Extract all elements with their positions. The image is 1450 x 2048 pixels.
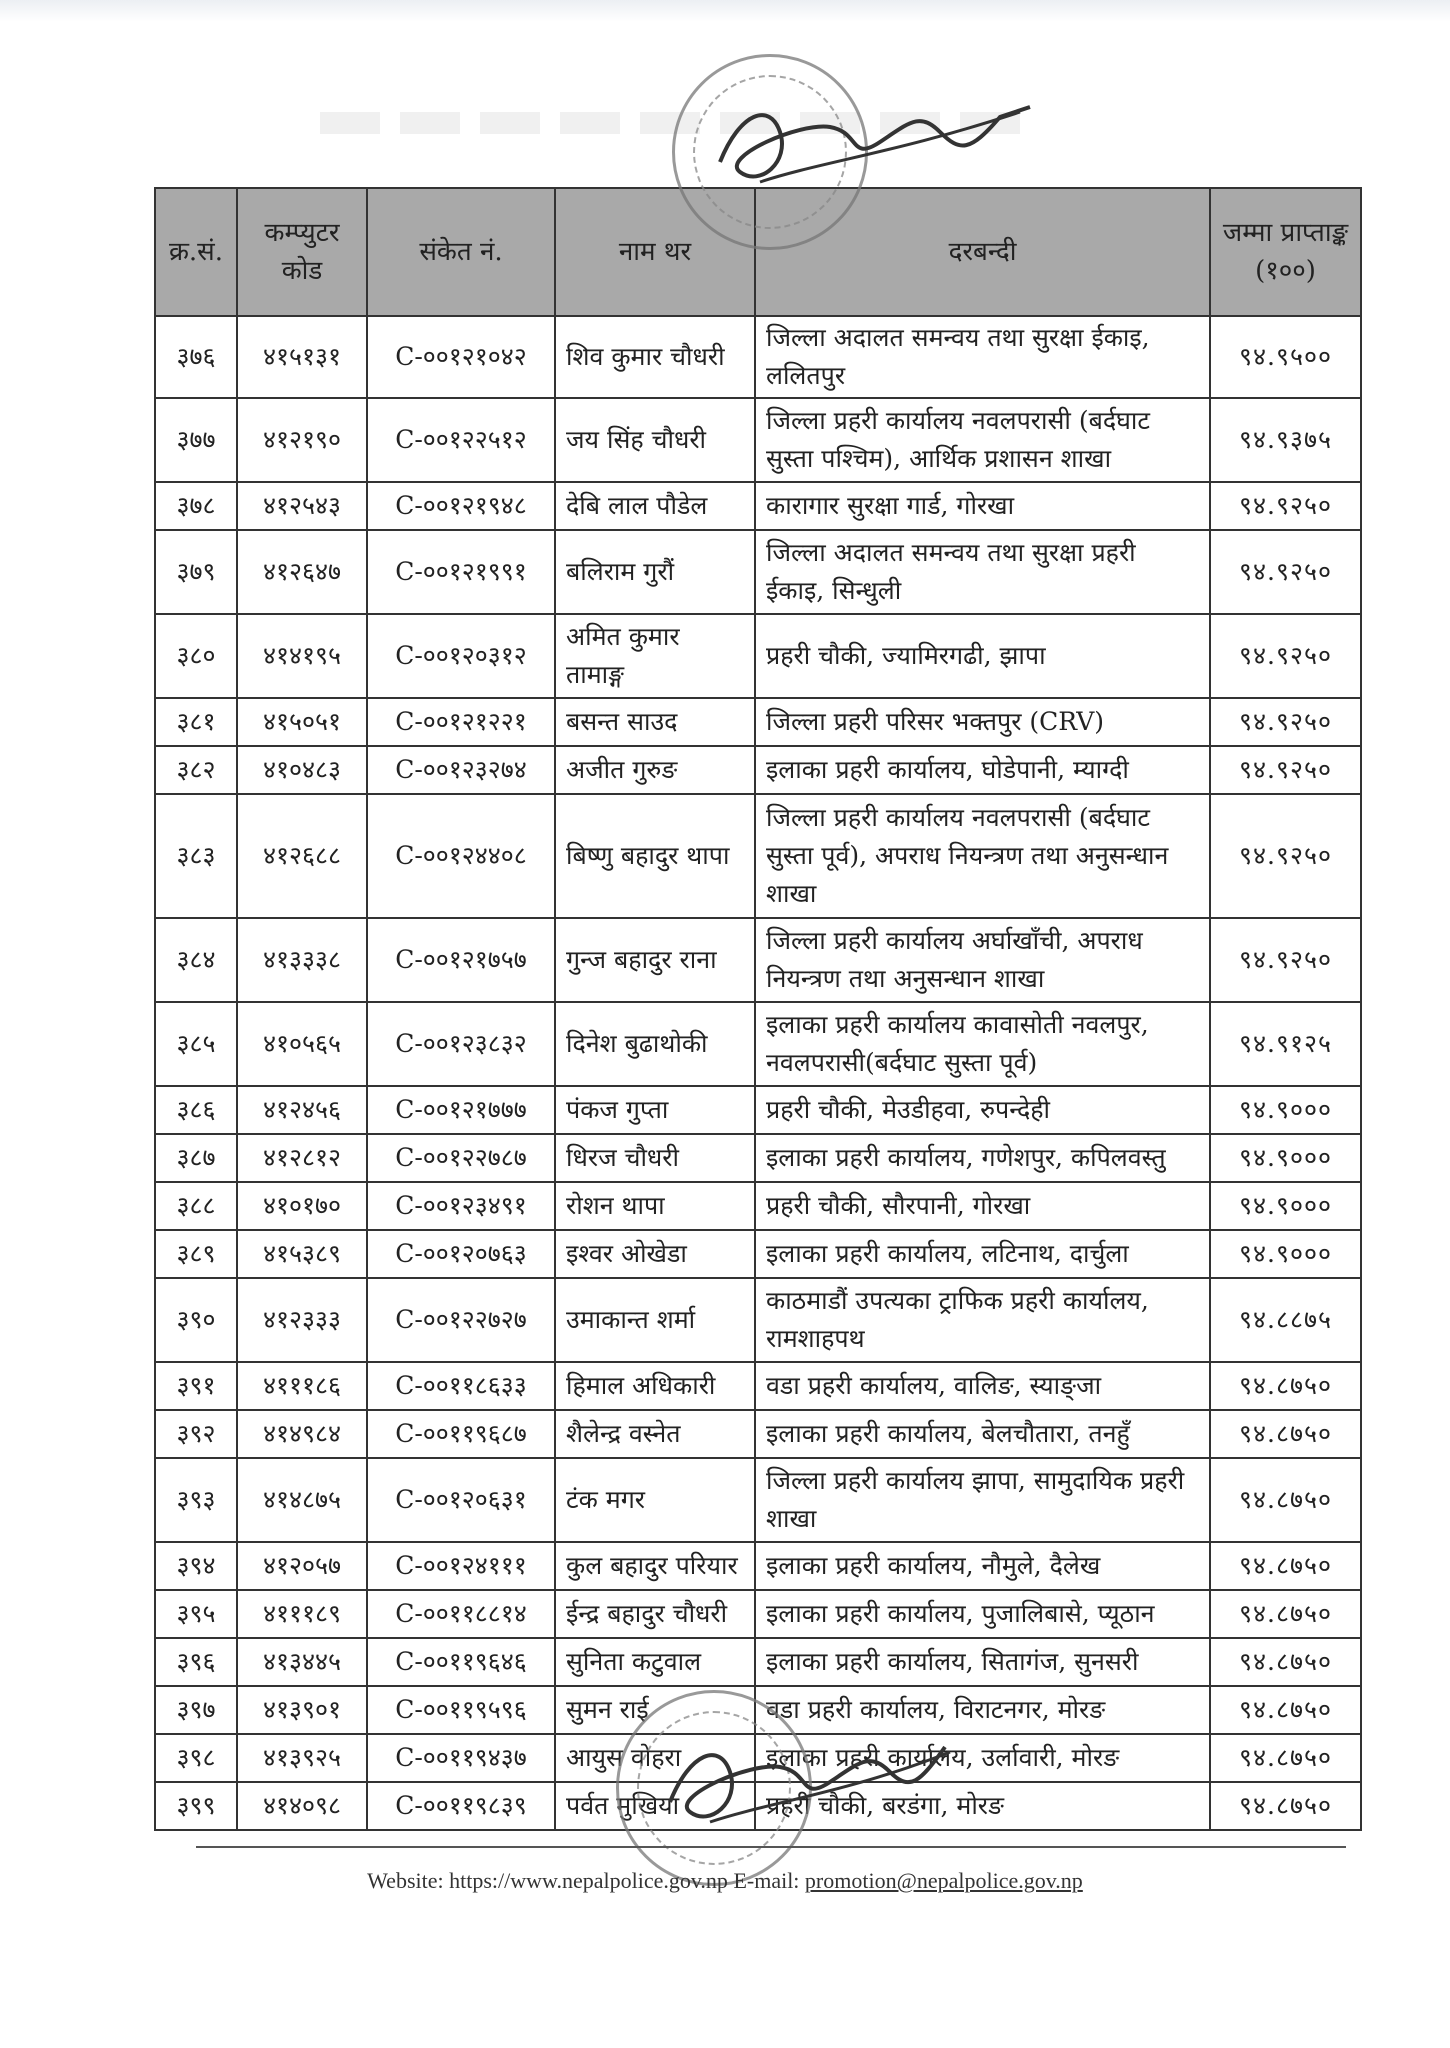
cell-symbol-no: C-००१२१९४८ — [367, 482, 555, 530]
cell-post: इलाका प्रहरी कार्यालय, बेलचौतारा, तनहुँ — [755, 1410, 1210, 1458]
cell-sn: ३८३ — [155, 794, 237, 918]
cell-score: ९४.८७५० — [1210, 1638, 1361, 1686]
cell-post: इलाका प्रहरी कार्यालय, सितागंज, सुनसरी — [755, 1638, 1210, 1686]
cell-sn: ३८० — [155, 614, 237, 698]
cell-post: जिल्ला अदालत समन्वय तथा सुरक्षा प्रहरी ईकाइ, सिन्धुली — [755, 530, 1210, 614]
cell-sn: ३८१ — [155, 698, 237, 746]
cell-name: गुन्ज बहादुर राना — [555, 918, 755, 1002]
cell-sn: ३८६ — [155, 1086, 237, 1134]
cell-computer-code: ४१४८७५ — [237, 1458, 367, 1542]
header-post: दरबन्दी — [755, 188, 1210, 316]
cell-name: आयुस वोहरा — [555, 1734, 755, 1782]
cell-sn: ३९६ — [155, 1638, 237, 1686]
cell-sn: ३८४ — [155, 918, 237, 1002]
cell-computer-code: ४१२५४३ — [237, 482, 367, 530]
header-total-score: जम्मा प्राप्ताङ्क (१००) — [1210, 188, 1361, 316]
cell-sn: ३८२ — [155, 746, 237, 794]
cell-computer-code: ४१५३८९ — [237, 1230, 367, 1278]
cell-score: ९४.९००० — [1210, 1182, 1361, 1230]
cell-symbol-no: C-००११८६३३ — [367, 1362, 555, 1410]
cell-score: ९४.९२५० — [1210, 918, 1361, 1002]
email-link[interactable]: promotion@nepalpolice.gov.np — [804, 1868, 1083, 1893]
table-row — [155, 1134, 1361, 1182]
cell-computer-code: ४१३३३८ — [237, 918, 367, 1002]
cell-score: ९४.९३७५ — [1210, 398, 1361, 482]
cell-post: जिल्ला प्रहरी कार्यालय नवलपरासी (बर्दघाट सुस्ता पूर्व), अपराध नियन्त्रण तथा अनुसन्धान शाखा — [755, 794, 1210, 918]
cell-symbol-no: C-००१२१७५७ — [367, 918, 555, 1002]
cell-score: ९४.८७५० — [1210, 1686, 1361, 1734]
cell-post: इलाका प्रहरी कार्यालय, घोडेपानी, म्याग्दी — [755, 746, 1210, 794]
cell-sn: ३९९ — [155, 1782, 237, 1830]
website-link[interactable]: https://www.nepalpolice.gov.np — [449, 1868, 728, 1893]
cell-symbol-no: C-००११९५९६ — [367, 1686, 555, 1734]
cell-symbol-no: C-००१२२५१२ — [367, 398, 555, 482]
table-row — [155, 1638, 1361, 1686]
cell-post: प्रहरी चौकी, मेउडीहवा, रुपन्देही — [755, 1086, 1210, 1134]
table-row — [155, 1542, 1361, 1590]
cell-name: जय सिंह चौधरी — [555, 398, 755, 482]
cell-name: धिरज चौधरी — [555, 1134, 755, 1182]
website-label: Website: — [367, 1868, 444, 1893]
results-table — [154, 187, 1362, 1831]
cell-score: ९४.८७५० — [1210, 1458, 1361, 1542]
cell-sn: ३९१ — [155, 1362, 237, 1410]
cell-post: जिल्ला प्रहरी कार्यालय झापा, सामुदायिक प्रहरी शाखा — [755, 1458, 1210, 1542]
cell-name: अमित कुमार तामाङ्ग — [555, 614, 755, 698]
cell-computer-code: ४१२१९० — [237, 398, 367, 482]
cell-name: बसन्त साउद — [555, 698, 755, 746]
cell-symbol-no: C-००१२४४०८ — [367, 794, 555, 918]
cell-score: ९४.९२५० — [1210, 614, 1361, 698]
cell-computer-code: ४१११८९ — [237, 1590, 367, 1638]
cell-computer-code: ४१०१७० — [237, 1182, 367, 1230]
cell-name: हिमाल अधिकारी — [555, 1362, 755, 1410]
cell-sn: ३७७ — [155, 398, 237, 482]
cell-score: ९४.९२५० — [1210, 698, 1361, 746]
cell-symbol-no: C-००१२३४९१ — [367, 1182, 555, 1230]
cell-name: दिनेश बुढाथोकी — [555, 1002, 755, 1086]
cell-symbol-no: C-००१२०३१२ — [367, 614, 555, 698]
cell-post: इलाका प्रहरी कार्यालय, गणेशपुर, कपिलवस्तु — [755, 1134, 1210, 1182]
cell-score: ९४.९००० — [1210, 1230, 1361, 1278]
cell-name: ईन्द्र बहादुर चौधरी — [555, 1590, 755, 1638]
cell-name: बिष्णु बहादुर थापा — [555, 794, 755, 918]
header-computer-code: कम्प्युटर कोड — [237, 188, 367, 316]
cell-post: इलाका प्रहरी कार्यालय, उर्लावारी, मोरङ — [755, 1734, 1210, 1782]
cell-symbol-no: C-००१२०६३१ — [367, 1458, 555, 1542]
cell-computer-code: ४१२०५७ — [237, 1542, 367, 1590]
table-row — [155, 1590, 1361, 1638]
cell-name: शैलेन्द्र वस्नेत — [555, 1410, 755, 1458]
cell-score: ९४.८८७५ — [1210, 1278, 1361, 1362]
table-row — [155, 1086, 1361, 1134]
cell-post: वडा प्रहरी कार्यालय, वालिङ, स्याङ्जा — [755, 1362, 1210, 1410]
table-body — [155, 316, 1361, 1830]
cell-name: अजीत गुरुङ — [555, 746, 755, 794]
cell-post: जिल्ला प्रहरी परिसर भक्तपुर (CRV) — [755, 698, 1210, 746]
cell-sn: ३९८ — [155, 1734, 237, 1782]
table-row — [155, 398, 1361, 482]
cell-score: ९४.८७५० — [1210, 1362, 1361, 1410]
cell-computer-code: ४१११८६ — [237, 1362, 367, 1410]
cell-score: ९४.८७५० — [1210, 1410, 1361, 1458]
cell-sn: ३८५ — [155, 1002, 237, 1086]
cell-computer-code: ४१०४८३ — [237, 746, 367, 794]
table-row — [155, 1182, 1361, 1230]
cell-post: इलाका प्रहरी कार्यालय कावासोती नवलपुर, नवलपरासी(बर्दघाट सुस्ता पूर्व) — [755, 1002, 1210, 1086]
cell-name: शिव कुमार चौधरी — [555, 316, 755, 398]
cell-computer-code: ४१२६४७ — [237, 530, 367, 614]
cell-score: ९४.९५०० — [1210, 316, 1361, 398]
cell-computer-code: ४१२४५६ — [237, 1086, 367, 1134]
table-row — [155, 1362, 1361, 1410]
cell-computer-code: ४१५०५१ — [237, 698, 367, 746]
cell-score: ९४.९२५० — [1210, 482, 1361, 530]
cell-score: ९४.९२५० — [1210, 746, 1361, 794]
cell-computer-code: ४१२३३३ — [237, 1278, 367, 1362]
table-row — [155, 1230, 1361, 1278]
table-row — [155, 794, 1361, 918]
cell-post: इलाका प्रहरी कार्यालय, नौमुले, दैलेख — [755, 1542, 1210, 1590]
cell-symbol-no: C-००१२२७८७ — [367, 1134, 555, 1182]
cell-sn: ३८७ — [155, 1134, 237, 1182]
cell-post: इलाका प्रहरी कार्यालय, लटिनाथ, दार्चुला — [755, 1230, 1210, 1278]
cell-score: ९४.८७५० — [1210, 1734, 1361, 1782]
cell-name: पर्वत मुखिया — [555, 1782, 755, 1830]
cell-name: इश्वर ओखेडा — [555, 1230, 755, 1278]
table-row — [155, 1002, 1361, 1086]
cell-name: पंकज गुप्ता — [555, 1086, 755, 1134]
table-row — [155, 698, 1361, 746]
cell-sn: ३९७ — [155, 1686, 237, 1734]
cell-computer-code: ४१४१९५ — [237, 614, 367, 698]
cell-name: बलिराम गुरौं — [555, 530, 755, 614]
cell-post: प्रहरी चौकी, सौरपानी, गोरखा — [755, 1182, 1210, 1230]
cell-sn: ३९५ — [155, 1590, 237, 1638]
table-row — [155, 1458, 1361, 1542]
cell-name: देबि लाल पौडेल — [555, 482, 755, 530]
table-row — [155, 746, 1361, 794]
cell-computer-code: ४१४९८४ — [237, 1410, 367, 1458]
cell-sn: ३९३ — [155, 1458, 237, 1542]
cell-sn: ३७८ — [155, 482, 237, 530]
cell-sn: ३९० — [155, 1278, 237, 1362]
cell-computer-code: ४१२६८८ — [237, 794, 367, 918]
cell-symbol-no: C-००१२१७७७ — [367, 1086, 555, 1134]
cell-name: कुल बहादुर परियार — [555, 1542, 755, 1590]
cell-symbol-no: C-००१२३२७४ — [367, 746, 555, 794]
email-label: E-mail: — [733, 1868, 800, 1893]
cell-symbol-no: C-००१२४१११ — [367, 1542, 555, 1590]
cell-post: प्रहरी चौकी, बरडंगा, मोरङ — [755, 1782, 1210, 1830]
cell-score: ९४.९००० — [1210, 1086, 1361, 1134]
table-row — [155, 482, 1361, 530]
cell-score: ९४.९००० — [1210, 1134, 1361, 1182]
cell-post: जिल्ला अदालत समन्वय तथा सुरक्षा ईकाइ, ललितपुर — [755, 316, 1210, 398]
cell-name: उमाकान्त शर्मा — [555, 1278, 755, 1362]
cell-symbol-no: C-००१२०७६३ — [367, 1230, 555, 1278]
cell-post: वडा प्रहरी कार्यालय, विराटनगर, मोरङ — [755, 1686, 1210, 1734]
header-sn: क्र.सं. — [155, 188, 237, 316]
cell-score: ९४.९२५० — [1210, 794, 1361, 918]
cell-post: जिल्ला प्रहरी कार्यालय अर्घाखाँची, अपराध नियन्त्रण तथा अनुसन्धान शाखा — [755, 918, 1210, 1002]
cell-post: प्रहरी चौकी, ज्यामिरगढी, झापा — [755, 614, 1210, 698]
header-symbol-no: संकेत नं. — [367, 188, 555, 316]
table-row — [155, 614, 1361, 698]
cell-name: सुनिता कटुवाल — [555, 1638, 755, 1686]
cell-symbol-no: C-००११९६८७ — [367, 1410, 555, 1458]
cell-post: जिल्ला प्रहरी कार्यालय नवलपरासी (बर्दघाट सुस्ता पश्चिम), आर्थिक प्रशासन शाखा — [755, 398, 1210, 482]
table-row — [155, 316, 1361, 398]
cell-computer-code: ४१०५६५ — [237, 1002, 367, 1086]
cell-sn: ३९४ — [155, 1542, 237, 1590]
cell-symbol-no: C-००१२१०४२ — [367, 316, 555, 398]
cell-symbol-no: C-००११९४३७ — [367, 1734, 555, 1782]
cell-computer-code: ४१२८१२ — [237, 1134, 367, 1182]
cell-score: ९४.८७५० — [1210, 1590, 1361, 1638]
cell-sn: ३८८ — [155, 1182, 237, 1230]
cell-post: काठमाडौं उपत्यका ट्राफिक प्रहरी कार्यालय, रामशाहपथ — [755, 1278, 1210, 1362]
footer — [0, 1868, 1450, 1894]
cell-symbol-no: C-००११९६४६ — [367, 1638, 555, 1686]
cell-sn: ३८९ — [155, 1230, 237, 1278]
cell-computer-code: ४१३९०१ — [237, 1686, 367, 1734]
cell-name: सुमन राई — [555, 1686, 755, 1734]
header-name: नाम थर — [555, 188, 755, 316]
cell-sn: ३९२ — [155, 1410, 237, 1458]
table-row — [155, 1410, 1361, 1458]
table-row — [155, 1278, 1361, 1362]
page-top-shade — [0, 0, 1450, 22]
signature-top — [700, 92, 1040, 192]
cell-computer-code: ४१५१३१ — [237, 316, 367, 398]
cell-score: ९४.८७५० — [1210, 1542, 1361, 1590]
cell-symbol-no: C-००१२२७२७ — [367, 1278, 555, 1362]
cell-post: इलाका प्रहरी कार्यालय, पुजालिबासे, प्यूठान — [755, 1590, 1210, 1638]
cell-name: रोशन थापा — [555, 1182, 755, 1230]
footer-divider — [196, 1846, 1346, 1848]
cell-score: ९४.९२५० — [1210, 530, 1361, 614]
cell-symbol-no: C-००१२१९९१ — [367, 530, 555, 614]
cell-name: टंक मगर — [555, 1458, 755, 1542]
cell-score: ९४.८७५० — [1210, 1782, 1361, 1830]
signature-bottom — [640, 1722, 960, 1832]
cell-sn: ३७६ — [155, 316, 237, 398]
cell-symbol-no: C-००११९८३९ — [367, 1782, 555, 1830]
table-row — [155, 918, 1361, 1002]
cell-computer-code: ४१३४४५ — [237, 1638, 367, 1686]
cell-post: कारागार सुरक्षा गार्ड, गोरखा — [755, 482, 1210, 530]
cell-symbol-no: C-००१२१२२१ — [367, 698, 555, 746]
cell-score: ९४.९१२५ — [1210, 1002, 1361, 1086]
cell-symbol-no: C-००१२३८३२ — [367, 1002, 555, 1086]
table-row — [155, 530, 1361, 614]
cell-computer-code: ४१३९२५ — [237, 1734, 367, 1782]
cell-symbol-no: C-००११८८१४ — [367, 1590, 555, 1638]
cell-sn: ३७९ — [155, 530, 237, 614]
cell-computer-code: ४१४०९८ — [237, 1782, 367, 1830]
